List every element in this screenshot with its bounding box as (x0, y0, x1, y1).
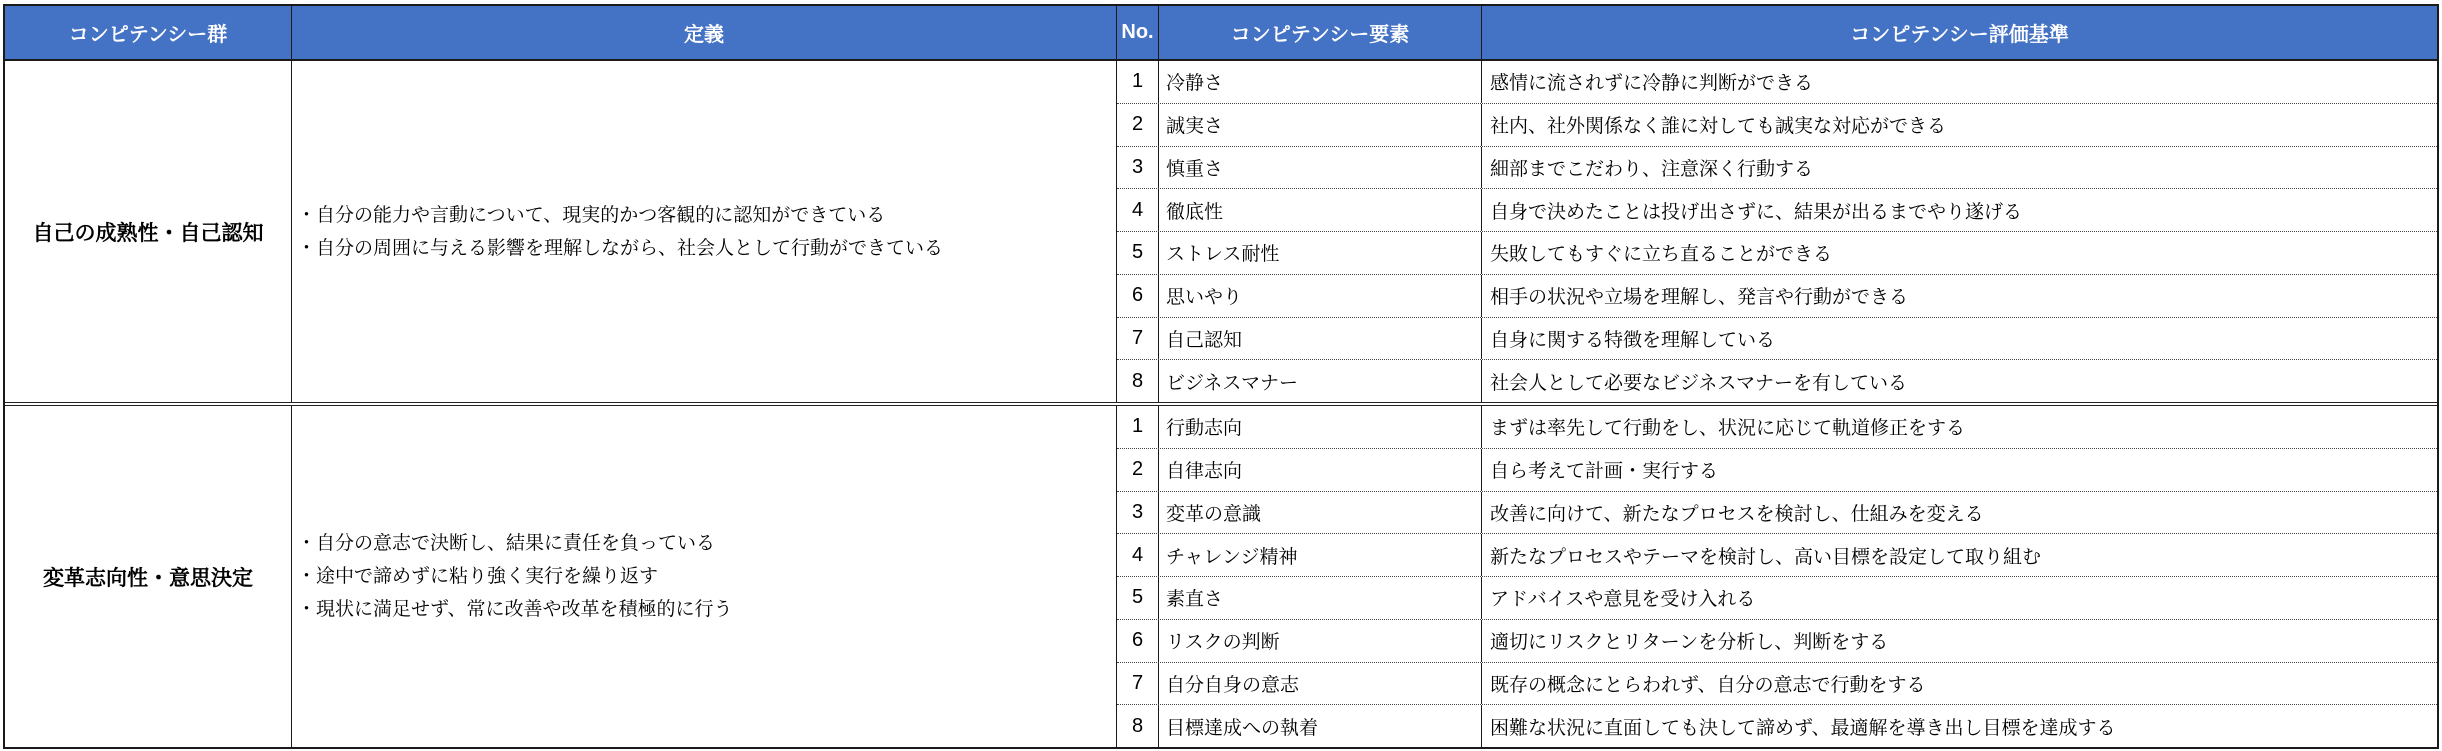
element-cell[interactable]: 変革の意識 (1159, 492, 1482, 534)
no-cell[interactable]: 7 (1117, 318, 1159, 360)
criteria-cell[interactable]: 自身で決めたことは投げ出さずに、結果が出るまでやり遂げる (1490, 201, 2023, 223)
table-row (1117, 274, 2437, 317)
definition-line: ・自分の周囲に与える影響を理解しながら、社会人として行動ができている (297, 237, 944, 259)
group-rows (1117, 61, 2437, 402)
table-row (1117, 359, 2437, 402)
criteria-cell[interactable]: まずは率先して行動をし、状況に応じて軌道修正をする (1490, 418, 1966, 440)
criteria-cell[interactable]: 新たなプロセスやテーマを検討し、高い目標を設定して取り組む (1490, 546, 2042, 568)
definition-line: ・自分の能力や言動について、現実的かつ客観的に認知ができている (297, 204, 886, 226)
table-row (1117, 406, 2437, 448)
criteria-cell[interactable]: 感情に流されずに冷静に判断ができる (1490, 73, 1814, 95)
criteria-cell[interactable]: 自身に関する特徴を理解している (1490, 329, 1776, 351)
header-cell-criteria[interactable]: コンピテンシー評価基準 (1850, 24, 2069, 46)
no-cell[interactable]: 1 (1117, 61, 1159, 103)
element-cell[interactable]: 冷静さ (1159, 61, 1482, 103)
no-cell[interactable]: 8 (1117, 705, 1159, 747)
group-name-cell[interactable]: 自己の成熟性・自己認知 (5, 61, 292, 402)
element-cell[interactable]: 自分自身の意志 (1159, 663, 1482, 705)
element-cell[interactable]: 自己認知 (1159, 318, 1482, 360)
no-cell[interactable]: 4 (1117, 189, 1159, 231)
header-cell-group[interactable]: コンピテンシー群 (5, 6, 292, 59)
element-cell[interactable]: 思いやり (1159, 275, 1482, 317)
definition-line: ・自分の意志で決断し、結果に責任を負っている (297, 533, 716, 554)
element-cell[interactable]: 慎重さ (1159, 147, 1482, 189)
element-cell[interactable]: ストレス耐性 (1159, 232, 1482, 274)
table-row (1117, 231, 2437, 274)
header-cell-no[interactable]: No. (1117, 6, 1159, 59)
criteria-cell[interactable]: 社会人として必要なビジネスマナーを有している (1490, 372, 1908, 394)
definition-line: ・現状に満足せず、常に改善や改革を積極的に行う (297, 599, 733, 620)
no-cell[interactable]: 6 (1117, 620, 1159, 662)
table-row (1117, 704, 2437, 747)
element-cell[interactable]: 自律志向 (1159, 449, 1482, 491)
element-cell[interactable]: 誠実さ (1159, 104, 1482, 146)
no-cell[interactable]: 1 (1117, 406, 1159, 448)
criteria-cell[interactable]: 自ら考えて計画・実行する (1490, 461, 1719, 483)
competency-table (3, 4, 2439, 749)
table-row (1117, 317, 2437, 360)
group-row-change-orientation (5, 402, 2437, 747)
definition-cell[interactable] (292, 61, 1117, 402)
no-cell[interactable]: 6 (1117, 275, 1159, 317)
criteria-cell[interactable]: 改善に向けて、新たなプロセスを検討し、仕組みを変える (1490, 503, 1984, 525)
table-row (1117, 533, 2437, 576)
table-row (1117, 61, 2437, 103)
table-row (1117, 103, 2437, 146)
element-cell[interactable]: リスクの判断 (1159, 620, 1482, 662)
table-row (1117, 491, 2437, 534)
table-row (1117, 146, 2437, 189)
table-row (1117, 448, 2437, 491)
no-cell[interactable]: 5 (1117, 232, 1159, 274)
no-cell[interactable]: 3 (1117, 147, 1159, 189)
element-cell[interactable]: 徹底性 (1159, 189, 1482, 231)
table-row (1117, 188, 2437, 231)
no-cell[interactable]: 2 (1117, 449, 1159, 491)
element-cell[interactable]: チャレンジ精神 (1159, 534, 1482, 576)
element-cell[interactable]: 素直さ (1159, 577, 1482, 619)
no-cell[interactable]: 8 (1117, 360, 1159, 402)
header-cell-definition[interactable]: 定義 (292, 6, 1117, 59)
group-name-cell[interactable]: 変革志向性・意思決定 (5, 406, 292, 747)
criteria-cell[interactable]: 失敗してもすぐに立ち直ることができる (1490, 244, 1833, 266)
no-cell[interactable]: 3 (1117, 492, 1159, 534)
criteria-cell[interactable]: 相手の状況や立場を理解し、発言や行動ができる (1490, 287, 1909, 309)
criteria-cell[interactable]: 困難な状況に直面しても決して諦めず、最適解を導き出し目標を達成する (1490, 717, 2116, 739)
group-row-self-maturity (5, 61, 2437, 402)
no-cell[interactable]: 4 (1117, 534, 1159, 576)
table-row (1117, 619, 2437, 662)
header-cell-element[interactable]: コンピテンシー要素 (1159, 6, 1482, 59)
element-cell[interactable]: 行動志向 (1159, 406, 1482, 448)
criteria-cell[interactable]: 既存の概念にとらわれず、自分の意志で行動をする (1490, 674, 1926, 696)
element-cell[interactable]: 目標達成への執着 (1159, 705, 1482, 747)
definition-line: ・途中で諦めずに粘り強く実行を繰り返す (297, 566, 659, 587)
table-header-row (5, 6, 2437, 61)
element-cell[interactable]: ビジネスマナー (1159, 360, 1482, 402)
table-row (1117, 576, 2437, 619)
no-cell[interactable]: 7 (1117, 663, 1159, 705)
no-cell[interactable]: 2 (1117, 104, 1159, 146)
group-rows (1117, 406, 2437, 747)
table-body (5, 61, 2437, 747)
criteria-cell[interactable]: 細部までこだわり、注意深く行動する (1490, 158, 1814, 180)
table-row (1117, 662, 2437, 705)
definition-cell[interactable] (292, 406, 1117, 747)
criteria-cell[interactable]: アドバイスや意見を受け入れる (1490, 589, 1756, 611)
criteria-cell[interactable]: 社内、社外関係なく誰に対しても誠実な対応ができる (1490, 116, 1947, 138)
criteria-cell[interactable]: 適切にリスクとリターンを分析し、判断をする (1490, 632, 1889, 654)
no-cell[interactable]: 5 (1117, 577, 1159, 619)
